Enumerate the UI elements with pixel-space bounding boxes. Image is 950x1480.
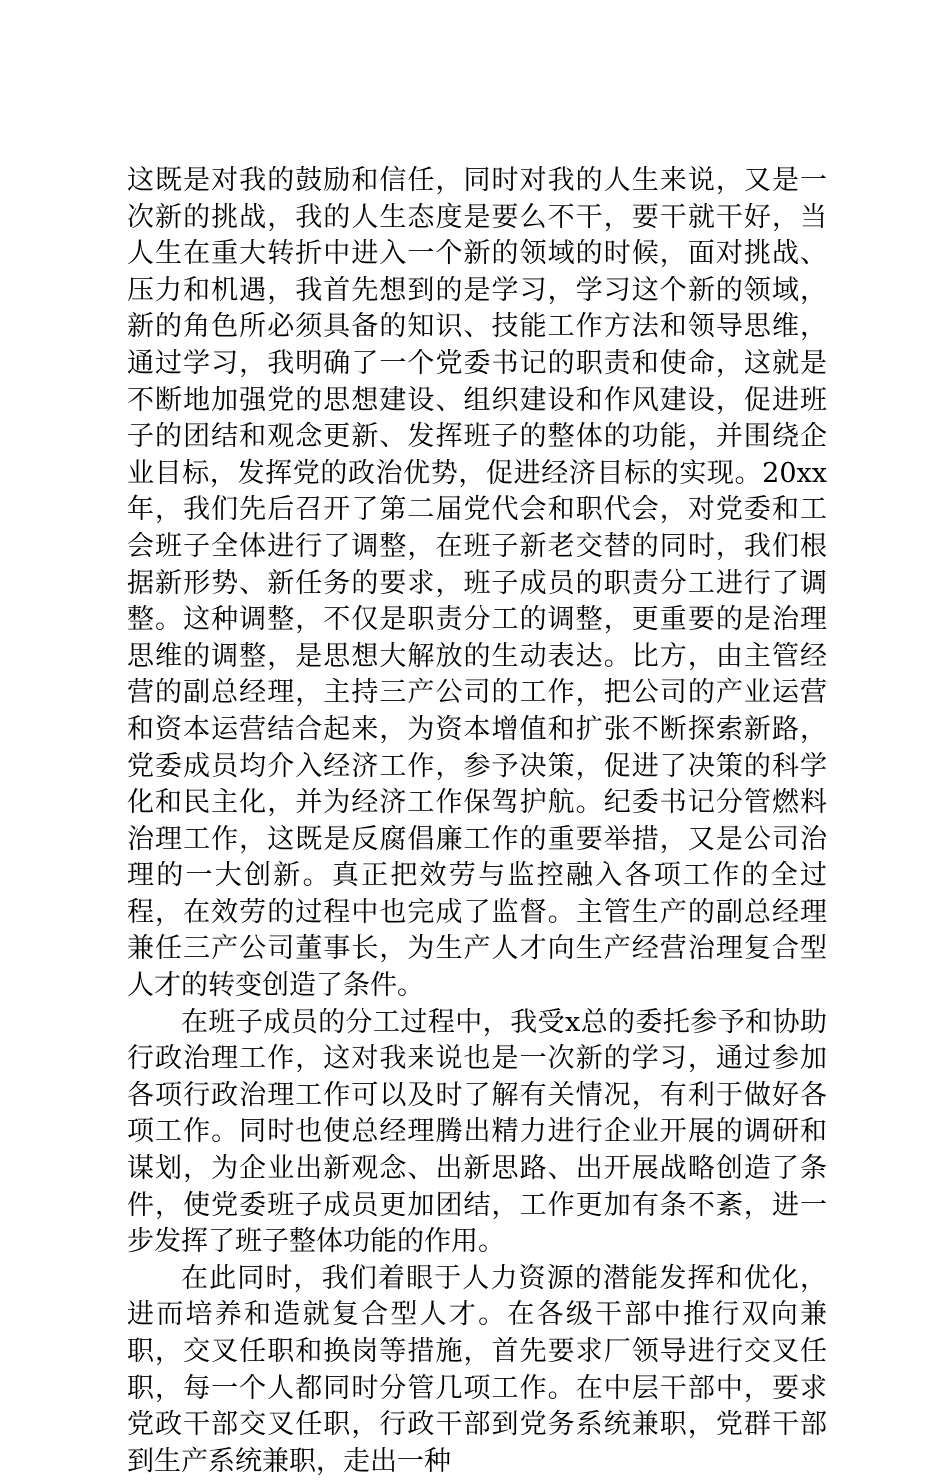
paragraph-3: 在此同时，我们着眼于人力资源的潜能发挥和优化，进而培养和造就复合型人才。在各级干部中推行双向兼职，交叉任职和换岗等措施，首先要求厂领导进行交叉任职，每一个人都同时分管几项工作。在中层干部中，要求党政干部交叉任职，行政干部到党务系统兼职，党群干部到生产系统兼职，走出一种 bbox=[127, 1262, 827, 1477]
paragraph-1: 这既是对我的鼓励和信任，同时对我的人生来说，又是一次新的挑战，我的人生态度是要么不干，要干就干好，当人生在重大转折中进入一个新的领域的时候，面对挑战、压力和机遇，我首先想到的是学习，学习这个新的领域，新的角色所必须具备的知识、技能工作方法和领导思维，通过学习，我明确了一个党委书记的职责和使命，这就是不断地加强党的思想建设、组织建设和作风建设，促进班子的团结和观念更新、发挥班子的整体的功能，并围绕企业目标，发挥党的政治优势，促进经济目标的实现。20xx年，我们先后召开了第二届党代会和职代会，对党委和工会班子全体进行了调整，在班子新老交替的同时，我们根据新形势、新任务的要求，班子成员的职责分工进行了调整。这种调整，不仅是职责分工的调整，更重要的是治理思维的调整，是思想大解放的生动表达。比方，由主管经营的副总经理，主持三产公司的工作，把公司的产业运营和资本运营结合起来，为资本增值和扩张不断探索新路，党委成员均介入经济工作，参予决策，促进了决策的科学化和民主化，并为经济工作保驾护航。纪委书记分管燃料治理工作，这既是反腐倡廉工作的重要举措，又是公司治理的一大创新。真正把效劳与监控融入各项工作的全过程，在效劳的过程中也完成了监督。主管生产的副总经理兼任三产公司董事长，为生产人才向生产经营治理复合型人才的转变创造了条件。 bbox=[127, 165, 827, 1002]
paragraph-2: 在班子成员的分工过程中，我受x总的委托参予和协助行政治理工作，这对我来说也是一次新的学习，通过参加各项行政治理工作可以及时了解有关情况，有利于做好各项工作。同时也使总经理腾出精力进行企业开展的调研和谋划，为企业出新观念、出新思路、出开展战略创造了条件，使党委班子成员更加团结，工作更加有条不紊，进一步发挥了班子整体功能的作用。 bbox=[127, 1006, 827, 1258]
document-body bbox=[127, 163, 827, 1480]
